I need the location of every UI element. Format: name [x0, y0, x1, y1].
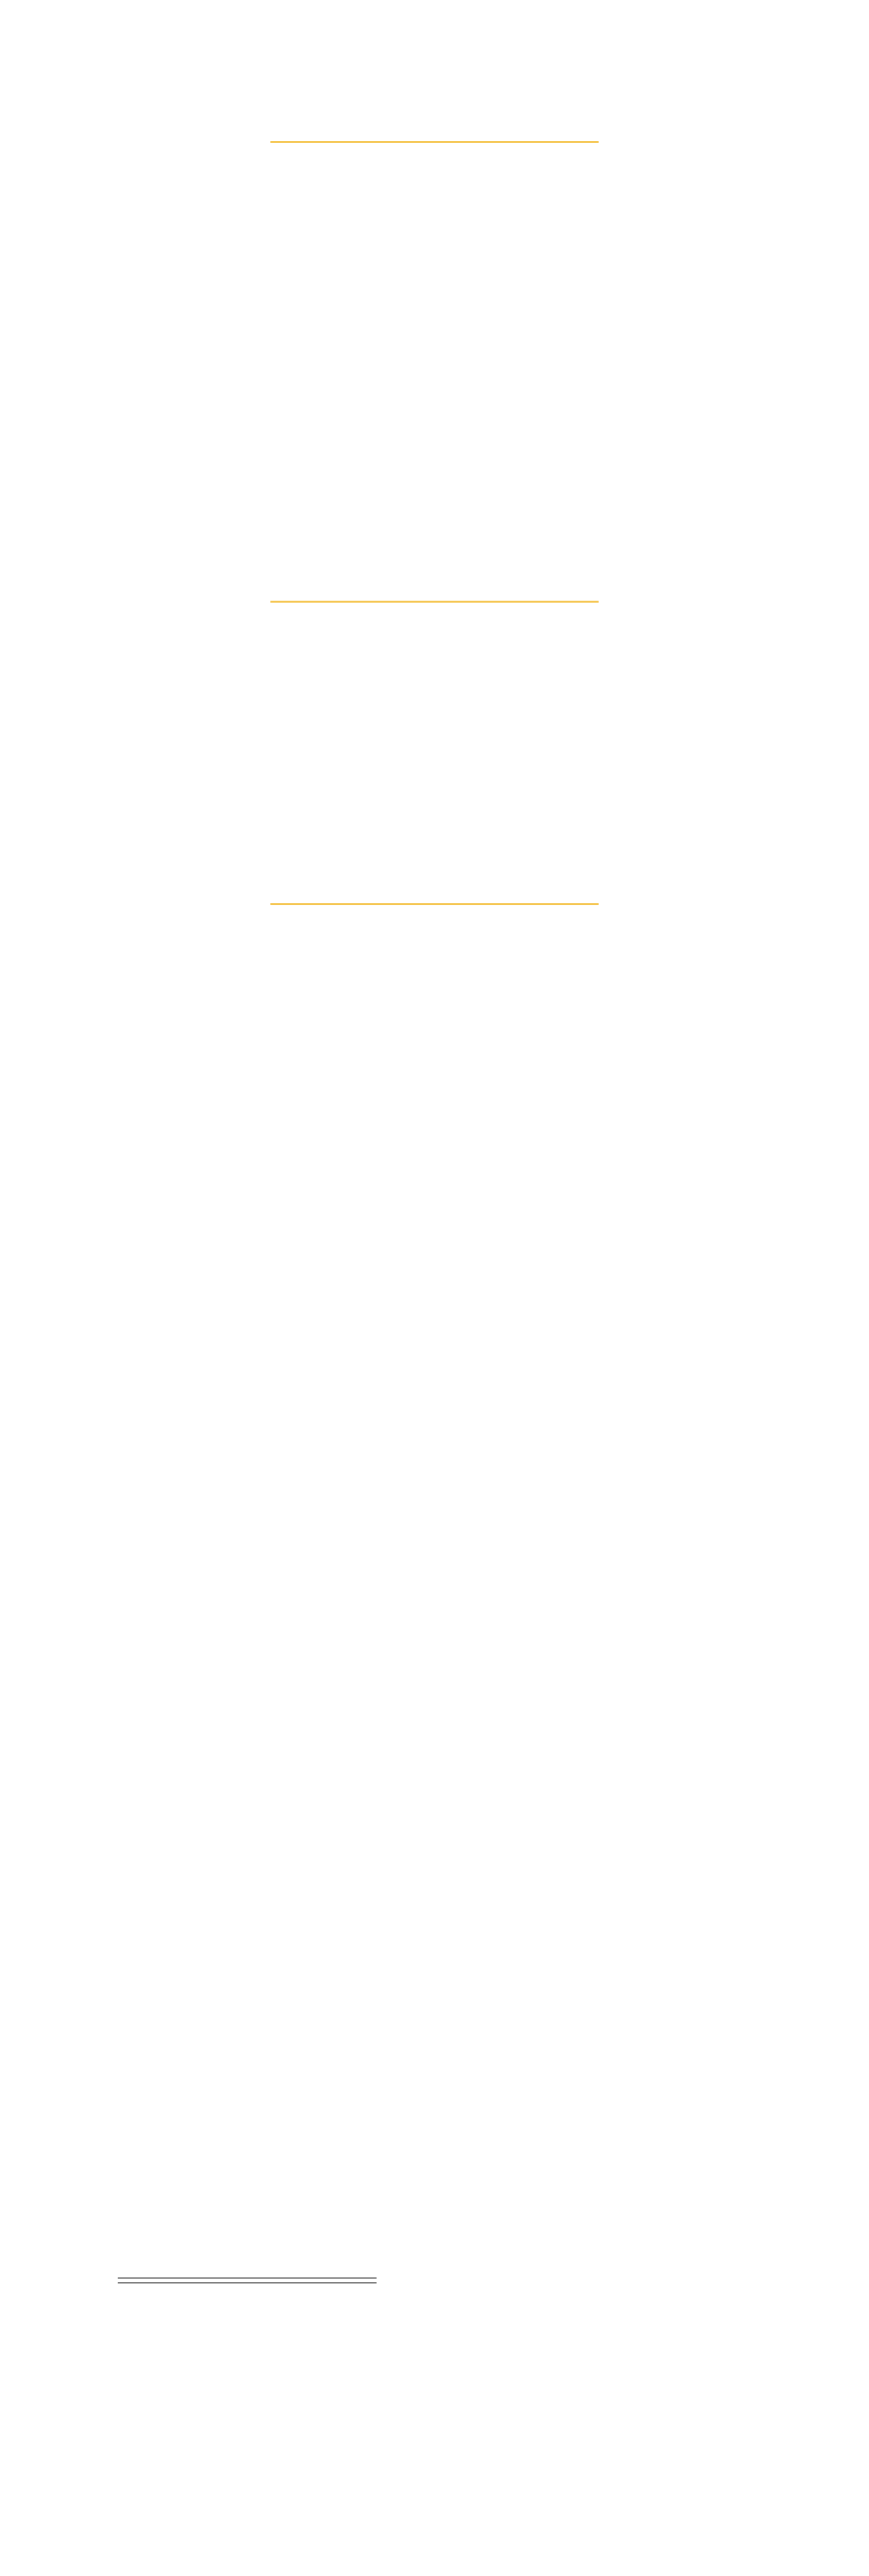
kind3-section: [58, 864, 811, 919]
brand-bottom-rule: [118, 2282, 377, 2283]
brand-logo: [118, 2278, 377, 2289]
kind3-title: [58, 864, 811, 899]
kind2-title: [58, 562, 811, 597]
kind1-section: [58, 102, 811, 156]
title-underline: [270, 601, 599, 603]
brand-top-rule: [118, 2278, 377, 2279]
kind1-title: [58, 102, 811, 137]
title-underline: [270, 903, 599, 905]
kind2-section: [58, 562, 811, 616]
title-underline: [270, 141, 599, 143]
bottom-wave-decoration: [290, 1951, 869, 2576]
